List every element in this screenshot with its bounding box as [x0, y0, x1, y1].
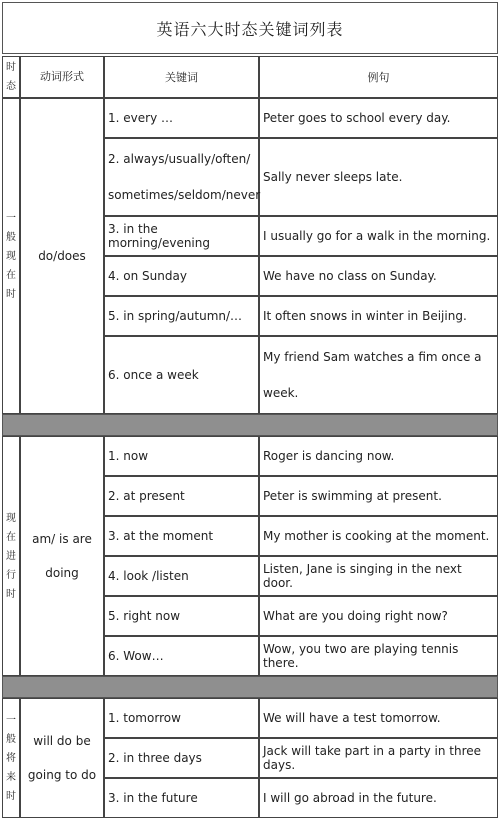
header-row: [2, 56, 498, 98]
keyword-cell: 6. Wow…: [104, 636, 259, 676]
tense-cell: 一般现在时: [2, 98, 20, 414]
keyword-cell: 1. now: [104, 436, 259, 476]
example-cell: We have no class on Sunday.: [259, 256, 498, 296]
example-cell: Wow, you two are playing tennis there.: [259, 636, 498, 676]
example-cell: We will have a test tomorrow.: [259, 698, 498, 738]
example-cell: Jack will take part in a party in three days.: [259, 738, 498, 778]
table-row: [2, 698, 498, 738]
header-tense: 时态: [2, 56, 20, 98]
tense-cell: 现在进行时: [2, 436, 20, 676]
header-keyword: 关键词: [104, 56, 259, 98]
keyword-cell: 5. in spring/autumn/…: [104, 296, 259, 336]
keyword-cell: 6. once a week: [104, 336, 259, 414]
document-title: 英语六大时态关键词列表: [2, 2, 498, 54]
keyword-cell: 2. in three days: [104, 738, 259, 778]
keyword-cell: 3. in the morning/evening: [104, 216, 259, 256]
verb-form-cell: will do be going to do: [20, 698, 104, 818]
verb-form-cell: do/does: [20, 98, 104, 414]
example-cell: My mother is cooking at the moment.: [259, 516, 498, 556]
keyword-cell: 3. at the moment: [104, 516, 259, 556]
keyword-cell: 2. always/usually/often/ sometimes/seldom/never: [104, 138, 259, 216]
tense-keyword-table: [2, 56, 498, 818]
keyword-cell: 4. on Sunday: [104, 256, 259, 296]
section-divider: [2, 414, 498, 436]
keyword-cell: 4. look /listen: [104, 556, 259, 596]
keyword-cell: 2. at present: [104, 476, 259, 516]
section-divider: [2, 676, 498, 698]
keyword-cell: 5. right now: [104, 596, 259, 636]
header-verb-form: 动词形式: [20, 56, 104, 98]
tense-cell: 一般将来时: [2, 698, 20, 818]
example-cell: Roger is dancing now.: [259, 436, 498, 476]
example-cell: Listen, Jane is singing in the next door.: [259, 556, 498, 596]
example-cell: Peter goes to school every day.: [259, 98, 498, 138]
keyword-cell: 3. in the future: [104, 778, 259, 818]
example-cell: Peter is swimming at present.: [259, 476, 498, 516]
example-cell: It often snows in winter in Beijing.: [259, 296, 498, 336]
header-example: 例句: [259, 56, 498, 98]
table-row: [2, 436, 498, 476]
example-cell: I usually go for a walk in the morning.: [259, 216, 498, 256]
verb-form-cell: am/ is are doing: [20, 436, 104, 676]
example-cell: What are you doing right now?: [259, 596, 498, 636]
table-row: [2, 98, 498, 138]
example-cell: My friend Sam watches a fim once a week.: [259, 336, 498, 414]
example-cell: I will go abroad in the future.: [259, 778, 498, 818]
example-cell: Sally never sleeps late.: [259, 138, 498, 216]
keyword-cell: 1. every …: [104, 98, 259, 138]
keyword-cell: 1. tomorrow: [104, 698, 259, 738]
